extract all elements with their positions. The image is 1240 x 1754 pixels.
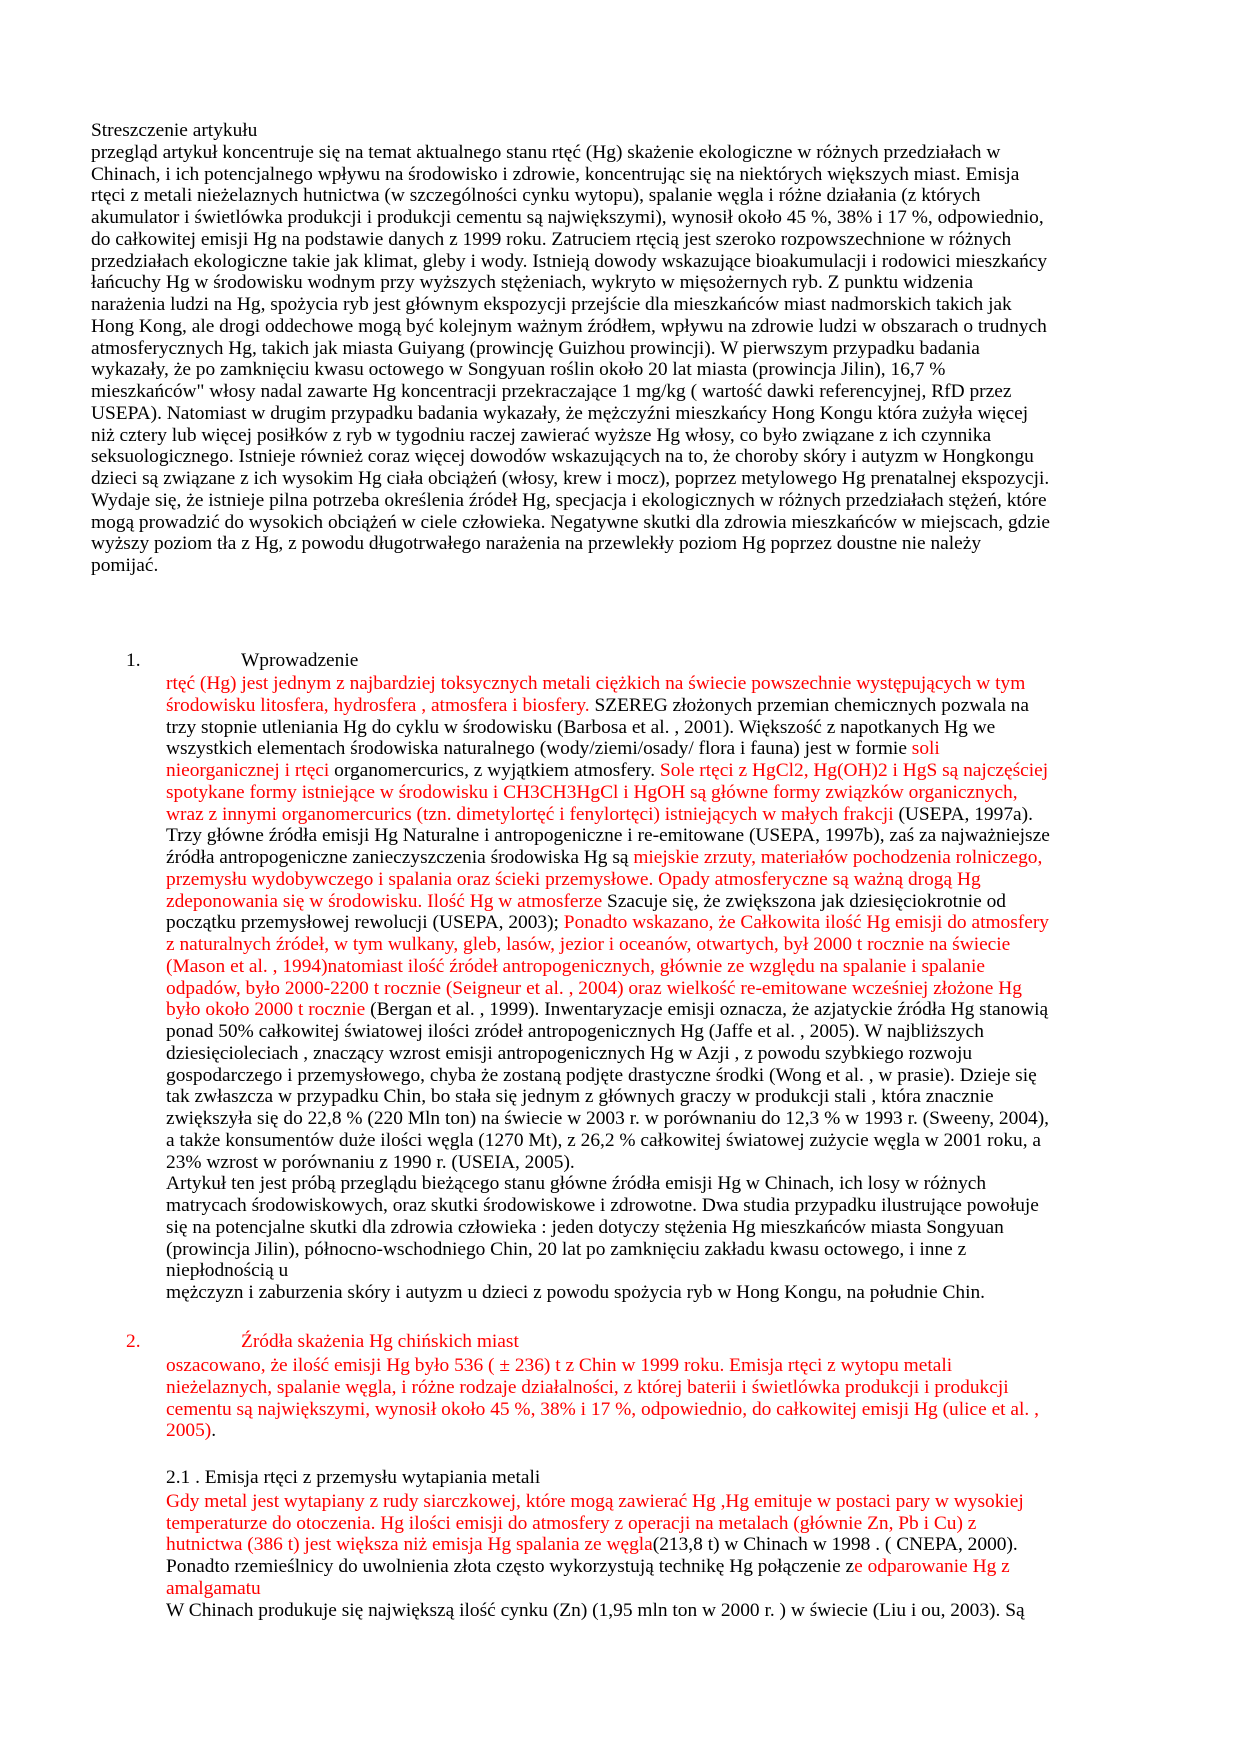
text-line bbox=[166, 1130, 1050, 1152]
section-2-1-body bbox=[166, 1491, 1025, 1622]
text-line bbox=[91, 207, 1050, 229]
highlighted-text: nieżelaznych, spalanie węgla, i różne rodzaje działalności, z której baterii i świetlówka produkcji i produkcji bbox=[166, 1376, 1009, 1398]
highlighted-text: spotykane formy istniejące w środowisku i CH3CH3HgCl i HgOH są główne formy związków organicznych, bbox=[166, 781, 1018, 803]
text-line bbox=[166, 847, 1050, 869]
text-run: Hong Kong, ale drogi oddechowe mogą być kolejnym ważnym źródłem, wpływu na zdrowie ludzi w obszarach o trudnych bbox=[91, 315, 1047, 337]
text-line bbox=[91, 533, 1050, 555]
text-run: SZEREG złożonych przemian chemicznych pozwala na bbox=[589, 694, 1029, 716]
text-run: Artykuł ten jest próbą przeglądu bieżącego stanu główne źródła emisji Hg w Chinach, ich losy w różnych bbox=[166, 1173, 987, 1195]
text-run: 23% wzrost w porównaniu z 1990 r. (USEIA, 2005). bbox=[166, 1151, 575, 1173]
text-run: pomijać. bbox=[91, 555, 159, 576]
text-line bbox=[91, 403, 1050, 425]
text-run: niepłodnością u bbox=[166, 1260, 289, 1282]
highlighted-text: miejskie zrzuty, materiałów pochodzenia rolniczego, bbox=[633, 847, 1043, 868]
text-line bbox=[166, 1399, 1039, 1421]
text-run: Szacuje się, że zwiększona jak dziesięciokrotnie od bbox=[602, 890, 1006, 912]
text-line bbox=[166, 999, 1050, 1021]
text-run: . bbox=[211, 1420, 217, 1442]
highlighted-text: Sole rtęci z HgCl2, Hg(OH)2 i HgS są najczęściej bbox=[659, 760, 1049, 781]
text-run: akumulator i świetlówka produkcji i produkcji cementu są największymi), wynosił około 45 %, 38% i 17 %, odpowiednio, bbox=[91, 207, 1044, 228]
highlighted-text: było około 2000 t rocznie bbox=[166, 999, 366, 1021]
text-line bbox=[166, 1282, 1050, 1304]
highlighted-text: hutnictwa (386 t) jest większa niż emisja Hg spalania ze węgla bbox=[166, 1534, 653, 1556]
text-line bbox=[166, 978, 1050, 1000]
text-line bbox=[166, 1108, 1050, 1130]
section-2-1 bbox=[166, 1467, 1025, 1621]
highlighted-text: z naturalnych źródeł, w tym wulkany, gleb, lasów, jezior i oceanów, otwartych, był 2000 t rocznie na świecie bbox=[166, 934, 1011, 955]
highlighted-text: oszacowano, że ilość emisji Hg było 536 ( ± 236) t z Chin w 1999 roku. Emisja rtęci z wytopu metali bbox=[166, 1355, 953, 1376]
text-run: trzy stopnie utleniania Hg do cyklu w środowisku (Barbosa et al. , 2001). Większość z napotkanych Hg we bbox=[166, 716, 996, 738]
text-line bbox=[166, 1173, 1050, 1195]
highlighted-text: (Mason et al. , 1994)natomiast ilość źródeł antropogenicznych, głównie ze względu na spalanie i spalanie bbox=[166, 955, 985, 977]
text-line bbox=[166, 1513, 1025, 1535]
text-line bbox=[166, 825, 1050, 847]
section-2-body bbox=[166, 1355, 1039, 1442]
text-run: przedziałach ekologiczne takie jak klimat, gleby i wody. Istnieją dowody wskazujące bioakumulacji i rodowici mieszkańcy bbox=[91, 250, 1048, 272]
subsection-heading: 2.1 . Emisja rtęci z przemysłu wytapiania metali bbox=[166, 1467, 541, 1488]
text-line bbox=[166, 782, 1050, 804]
text-line bbox=[91, 359, 1050, 381]
highlighted-text: 2005) bbox=[166, 1420, 212, 1442]
text-run: łańcuchy Hg w środowisku wodnym przy wyższych stężeniach, wykryto w mięsożernych ryb. Z punktu widzenia bbox=[91, 272, 974, 294]
highlighted-text: cementu są największymi, wynosił około 45 %, 38% i 17 %, odpowiednio, do całkowitej emisji Hg (ulice et al. , bbox=[166, 1398, 1039, 1420]
text-run: USEPA). Natomiast w drugim przypadku badania wykazały, że mężczyźni mieszkańcy Hong Kongu która zużyła więcej bbox=[91, 402, 1029, 424]
text-run: wykazały, że po zamknięciu kwasu octowego w Songyuan roślin około 20 lat miasta (prowincja Jilin), 16,7 % bbox=[91, 359, 946, 381]
highlighted-text: amalgamatu bbox=[166, 1577, 261, 1599]
text-run: Trzy główne źródła emisji Hg Naturalne i antropogeniczne i re-emitowane (USEPA, 1997b), zaś za najważniejsze bbox=[166, 825, 1050, 847]
text-run: zwiększyła się do 22,8 % (220 Mln ton) na świecie w 2003 r. w porównaniu do 12,3 % w 1993 r. (Sweeny, 2004), bbox=[166, 1108, 1050, 1129]
text-line bbox=[166, 1021, 1050, 1043]
abstract-body bbox=[91, 142, 1050, 577]
text-line bbox=[166, 1260, 1050, 1282]
highlighted-text: Ponadto wskazano, że Całkowita ilość Hg emisji do atmosfery bbox=[563, 912, 1049, 934]
text-run: tak zwłaszcza w przypadku Chin, bo stała się jednym z głównych graczy w produkcji stali , która znacznie bbox=[166, 1086, 994, 1108]
text-run: wyższy poziom tła z Hg, z powodu długotrwałego narażenia na przewlekły poziom Hg poprzez doustne nie należy bbox=[91, 533, 982, 555]
highlighted-text: soli bbox=[911, 738, 940, 760]
text-line bbox=[166, 695, 1050, 717]
text-line bbox=[166, 1065, 1050, 1087]
highlighted-text: przemysłu wydobywczego i spalania oraz ścieki przemysłowe. Opady atmosferyczne są ważną drogą Hg bbox=[166, 868, 981, 890]
text-line bbox=[166, 1491, 1025, 1513]
text-line bbox=[166, 738, 1050, 760]
text-run: gospodarczego i przemysłowego, chyba że zostaną podjęte drastyczne środki (Wong et al. , w prasie). Dzieje się bbox=[166, 1064, 1037, 1086]
text-line bbox=[91, 381, 1050, 403]
text-line bbox=[166, 760, 1050, 782]
text-line bbox=[166, 1043, 1050, 1065]
highlighted-text: odpadów, było 2000-2200 t rocznie (Seigneur et al. , 2004) oraz wielkość re-emitowane wcześniej złożone Hg bbox=[166, 977, 1022, 999]
text-run: dzieci są związane z ich wysokim Hg ciała obciążeń (włosy, krew i mocz), poprzez metylowego Hg prenatalnej ekspozycji. bbox=[91, 468, 1050, 489]
text-line bbox=[166, 1600, 1025, 1622]
text-run: rtęci z metali nieżelaznych hutnictwa (w szczególności cynku wytopu), spalanie węgla i różne działania (z których bbox=[91, 185, 981, 207]
text-line bbox=[166, 673, 1050, 695]
text-run: (prowincja Jilin), północno-wschodniego Chin, 20 lat po zamknięciu zakładu kwasu octowego, i inne z bbox=[166, 1238, 967, 1260]
text-line bbox=[166, 869, 1050, 891]
highlighted-text: Gdy metal jest wytapiany z rudy siarczkowej, które mogą zawierać Hg ,Hg emituje w postaci pary w wysokiej bbox=[166, 1490, 1024, 1512]
text-run: seksuologicznego. Istnieje również coraz więcej dowodów wskazujących na to, że choroby skóry i autyzm w Hongkongu bbox=[91, 446, 1034, 468]
text-run: (USEPA, 1997a). bbox=[893, 803, 1033, 825]
text-run: dziesięcioleciach , znaczący wzrost emisji antropogenicznych Hg w Azji , z powodu szybkiego rozwoju bbox=[166, 1042, 973, 1064]
text-line bbox=[166, 1086, 1050, 1108]
text-run: organomercurics, z wyjątkiem atmosfery. bbox=[329, 760, 660, 781]
text-line bbox=[166, 1578, 1025, 1600]
highlighted-text: nieorganicznej i rtęci bbox=[166, 760, 330, 781]
text-line bbox=[91, 229, 1050, 251]
abstract bbox=[91, 120, 1050, 577]
text-run: mogą prowadzić do wysokich obciążeń w ciele człowieka. Negatywne skutki dla zdrowia mieszkańców w miejscach, gdzie bbox=[91, 511, 1050, 533]
section-heading: Źródła skażenia Hg chińskich miast bbox=[241, 1331, 519, 1352]
text-line bbox=[91, 555, 1050, 577]
text-line bbox=[91, 251, 1050, 273]
text-run: początku przemysłowej rewolucji (USEPA, 2003); bbox=[166, 912, 564, 934]
text-run: źródła antropogeniczne zanieczyszczenia środowiska Hg są bbox=[166, 847, 634, 868]
text-run: Ponadto rzemieślnicy do uwolnienia złota często wykorzystują technikę Hg połączenie z bbox=[166, 1556, 855, 1577]
text-run: się na potencjalne skutki dla zdrowia człowieka : jeden dotyczy stężenia Hg mieszkańców miasta Songyuan bbox=[166, 1216, 1004, 1238]
text-run: (213,8 t) w Chinach w 1998 . ( CNEPA, 2000). bbox=[652, 1534, 1018, 1556]
highlighted-text: rtęć (Hg) jest jednym z najbardziej toksycznych metali ciężkich na świecie powszechnie występujących w tym bbox=[166, 673, 1026, 694]
text-line bbox=[166, 1217, 1050, 1239]
text-line bbox=[91, 425, 1050, 447]
text-run: (Bergan et al. , 1999). Inwentaryzacje emisji oznacza, że azjatyckie źródła Hg stanowią bbox=[365, 999, 1049, 1021]
text-line bbox=[91, 512, 1050, 534]
text-line bbox=[91, 185, 1050, 207]
text-run: mieszkańców" włosy nadal zawarte Hg koncentracji przekraczające 1 mg/kg ( wartość dawki referencyjnej, RfD przez bbox=[91, 381, 1012, 402]
text-line bbox=[91, 272, 1050, 294]
text-run: niż cztery lub więcej posiłków z ryb w tygodniu raczej zawierać wyższe Hg włosy, co było związane z ich czynnika bbox=[91, 424, 992, 446]
section-number: 1. bbox=[126, 650, 141, 671]
text-line bbox=[91, 164, 1050, 186]
abstract-title: Streszczenie artykułu bbox=[91, 120, 258, 141]
text-run: a także konsumentów duże ilości węgla (1270 Mt), z 26,2 % całkowitej światowej zużycie węgla w 2001 roku, a bbox=[166, 1129, 1042, 1151]
text-line bbox=[91, 142, 1050, 164]
text-line bbox=[166, 956, 1050, 978]
text-line bbox=[91, 338, 1050, 360]
text-run: ponad 50% całkowitej światowej ilości zródeł antropogenicznych Hg (Jaffe et al. , 2005). W najbliższych bbox=[166, 1021, 984, 1042]
text-line bbox=[166, 1355, 1039, 1377]
text-run: Chinach, i ich potencjalnego wpływu na środowisko i zdrowie, koncentrując się na niektórych większych miast. Emisja bbox=[91, 163, 1020, 185]
text-run: narażenia ludzi na Hg, spożycia ryb jest głównym ekspozycji przejście dla mieszkańców miast nadmorskich takich jak bbox=[91, 294, 1012, 315]
text-run: Wydaje się, że istnieje pilna potrzeba określenia źródeł Hg, specjacja i ekologicznych w różnych przedziałach stężeń, które bbox=[91, 489, 1047, 511]
text-line bbox=[166, 1152, 1050, 1174]
text-run: matrycach środowiskowych, oraz skutki środowiskowe i zdrowotne. Dwa studia przypadku ilustrujące powołuje bbox=[166, 1195, 1039, 1216]
highlighted-text: e odparowanie Hg z bbox=[854, 1556, 1010, 1577]
text-line bbox=[166, 912, 1050, 934]
section-heading: Wprowadzenie bbox=[241, 650, 359, 671]
text-line bbox=[166, 1534, 1025, 1556]
highlighted-text: wraz z innymi organomercurics (tzn. dimetylortęć i fenylortęci) istniejących w małych frakcji bbox=[166, 803, 894, 825]
text-line bbox=[91, 490, 1050, 512]
text-line bbox=[91, 316, 1050, 338]
text-run: przegląd artykuł koncentruje się na temat aktualnego stanu rtęć (Hg) skażenie ekologiczne w różnych przedziałach w bbox=[91, 141, 1001, 163]
text-line bbox=[91, 468, 1050, 490]
highlighted-text: środowisku litosfera, hydrosfera , atmosfera i biosfery. bbox=[166, 694, 590, 716]
highlighted-text: zdeponowania się w środowisku. Ilość Hg w atmosferze bbox=[166, 890, 603, 912]
section-1-body bbox=[166, 673, 1050, 1304]
text-line bbox=[166, 891, 1050, 913]
text-line bbox=[166, 1420, 1039, 1442]
text-line bbox=[166, 1377, 1039, 1399]
text-run: do całkowitej emisji Hg na podstawie danych z 1999 roku. Zatruciem rtęcią jest szeroko rozpowszechnione w różnych bbox=[91, 228, 1012, 250]
text-line bbox=[166, 1239, 1050, 1261]
highlighted-text: temperaturze do otoczenia. Hg ilości emisji do atmosfery z operacji na metalach (głównie Zn, Pb i Cu) z bbox=[166, 1512, 977, 1534]
text-line bbox=[91, 294, 1050, 316]
text-line bbox=[166, 804, 1050, 826]
text-line bbox=[166, 934, 1050, 956]
text-run: mężczyzn i zaburzenia skóry i autyzm u dzieci z powodu spożycia ryb w Hong Kongu, na południe Chin. bbox=[166, 1282, 986, 1303]
section-number: 2. bbox=[126, 1331, 141, 1352]
text-run: atmosferycznych Hg, takich jak miasta Guiyang (prowincję Guizhou prowincji). W pierwszym przypadku badania bbox=[91, 337, 980, 359]
text-line bbox=[166, 1556, 1025, 1578]
text-line bbox=[91, 446, 1050, 468]
text-line bbox=[166, 717, 1050, 739]
text-run: wszystkich elementach środowiska naturalnego (wody/ziemi/osady/ flora i fauna) jest w formie bbox=[166, 738, 912, 760]
text-run: W Chinach produkuje się największą ilość cynku (Zn) (1,95 mln ton w 2000 r. ) w świecie (Liu i ou, 2003). Są bbox=[166, 1599, 1025, 1621]
text-line bbox=[166, 1195, 1050, 1217]
